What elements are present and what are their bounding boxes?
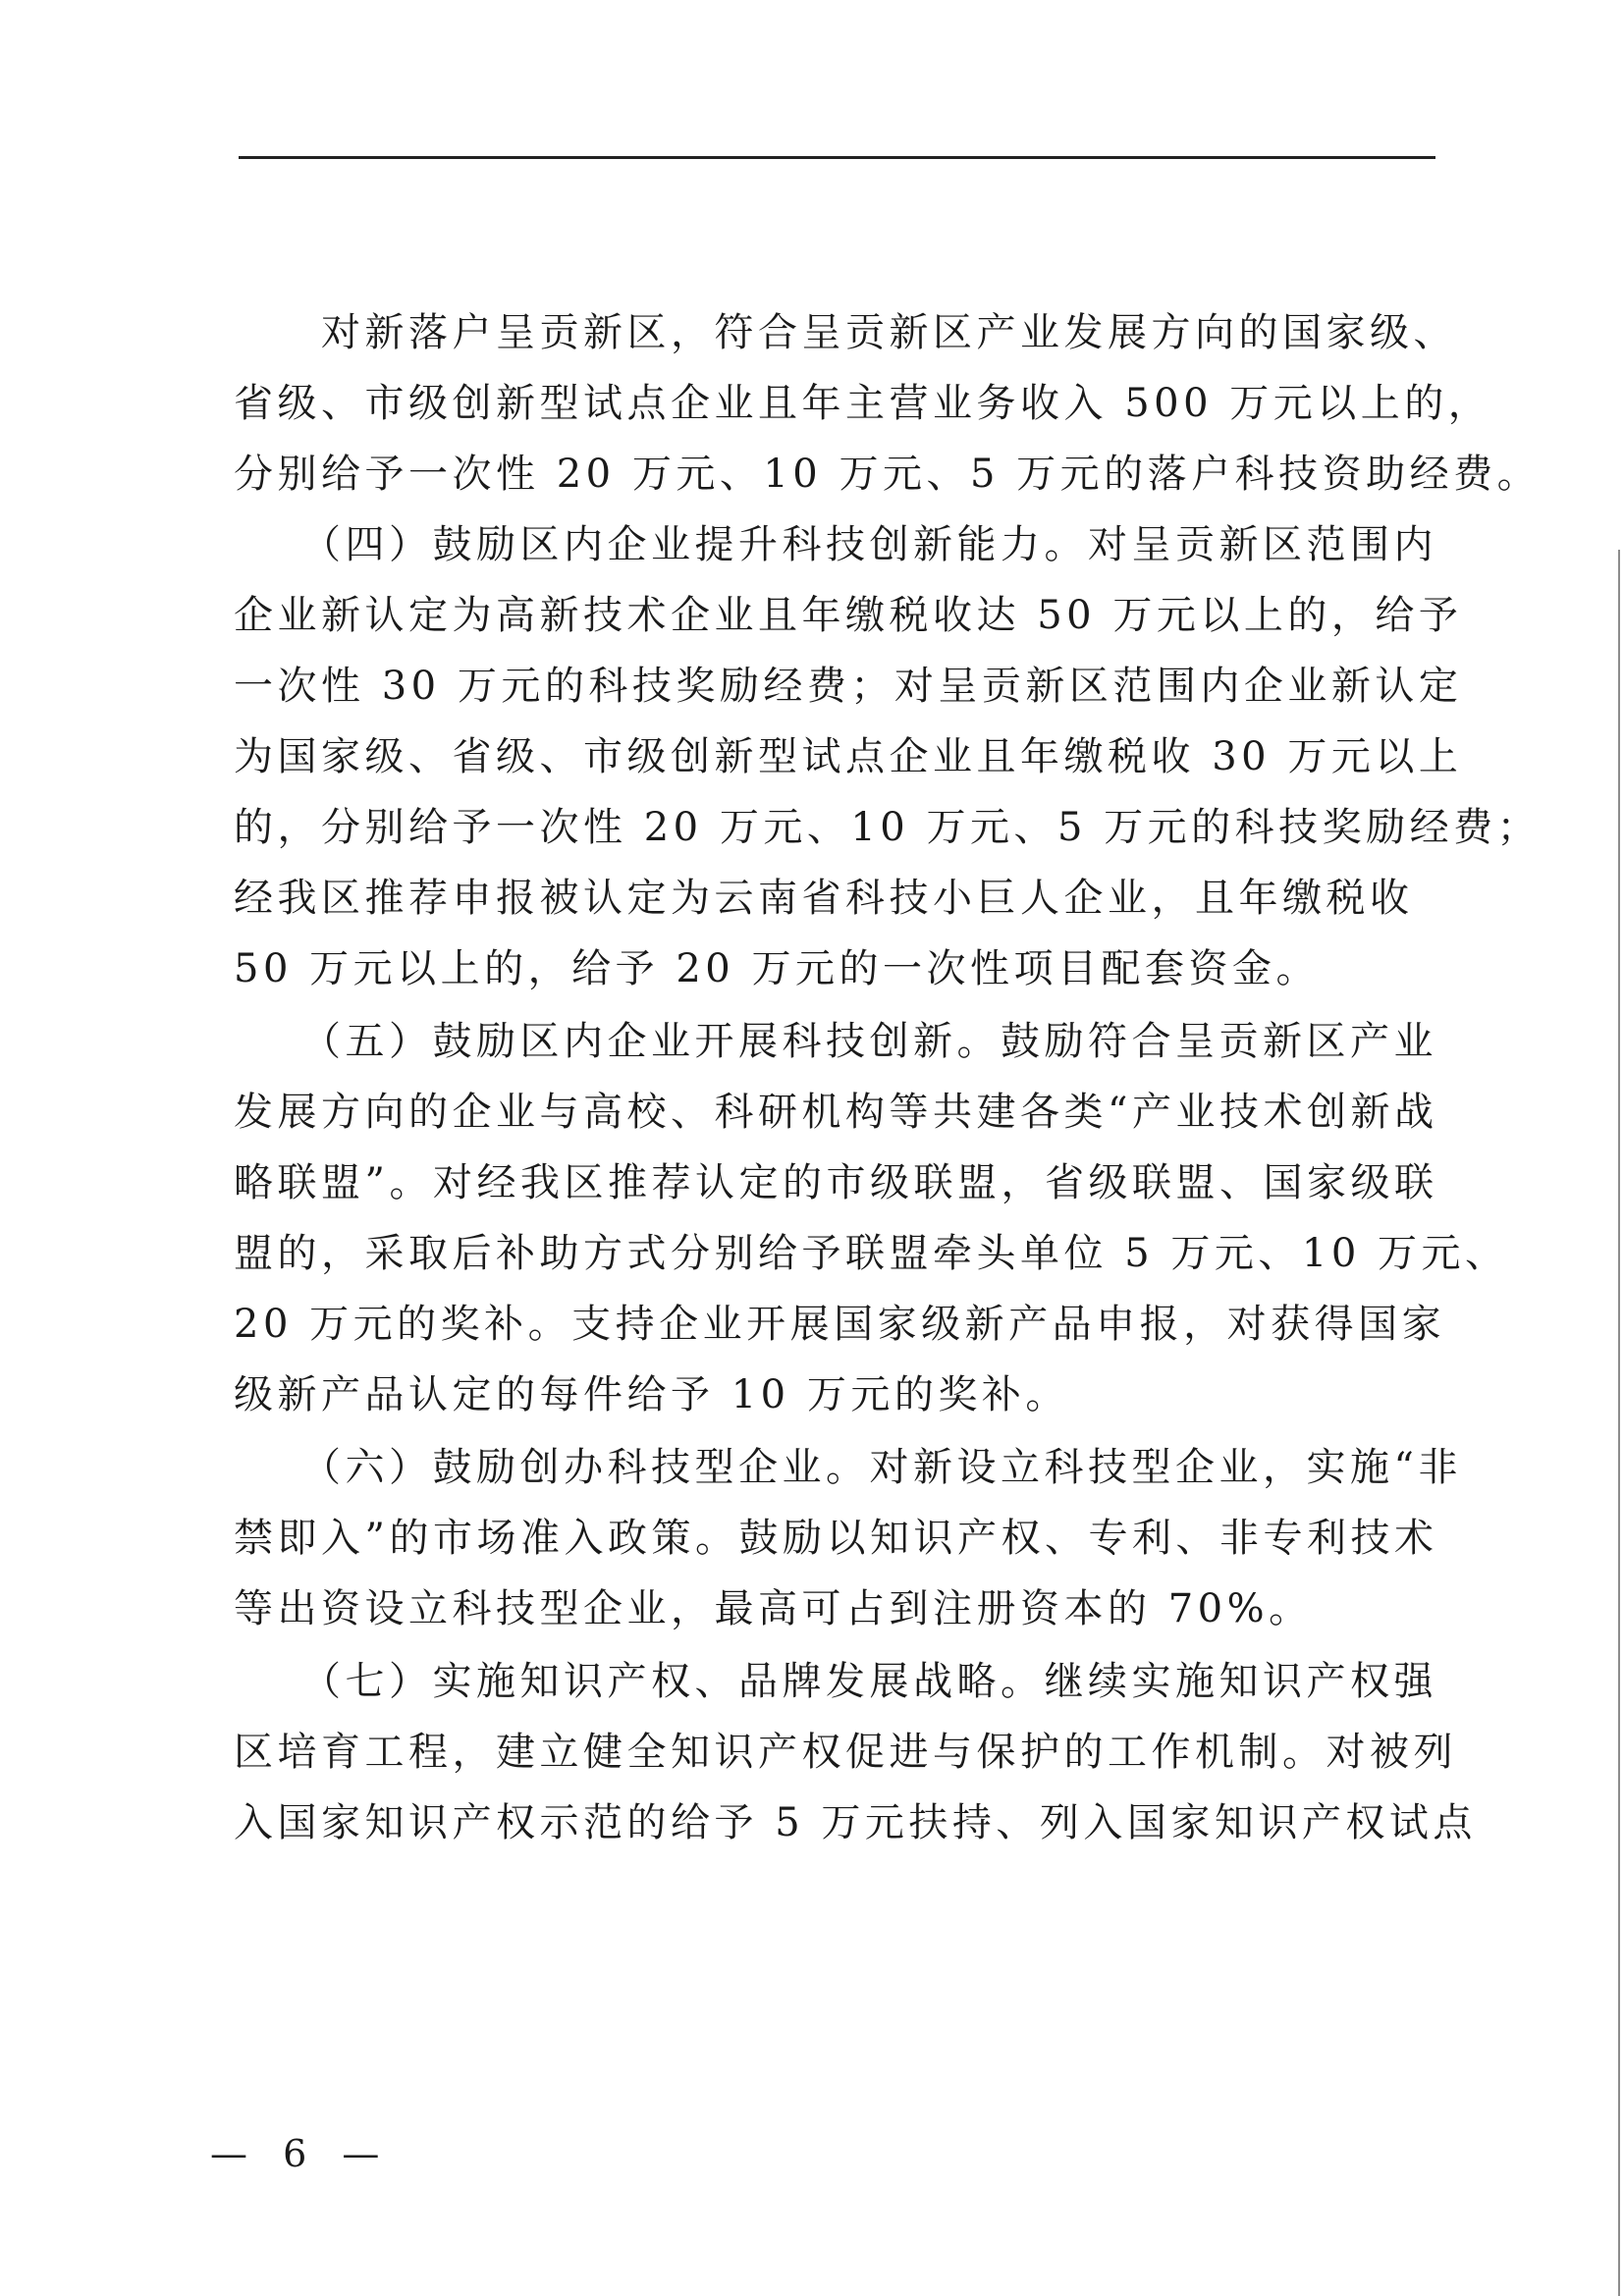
page-number: — 6 — <box>210 2132 392 2175</box>
paragraph-5 <box>234 1646 1477 1858</box>
scan-edge-line <box>1618 550 1620 2296</box>
text-line: （六）鼓励创办科技型企业。对新设立科技型企业，实施“非 <box>234 1445 1462 1490</box>
paragraph-4 <box>234 1432 1462 1644</box>
text-line: 50 万元以上的，给予 20 万元的一次性项目配套资金。 <box>234 946 1320 991</box>
paragraph-3 <box>234 1006 1509 1430</box>
text-line: 级新产品认定的每件给予 10 万元的奖补。 <box>234 1372 1069 1417</box>
text-line: （五）鼓励区内企业开展科技创新。鼓励符合呈贡新区产业 <box>234 1019 1437 1064</box>
document-body <box>234 297 1542 1858</box>
text-line: 企业新认定为高新技术企业且年缴税收达 50 万元以上的，给予 <box>234 593 1463 638</box>
text-line: 分别给予一次性 20 万元、10 万元、5 万元的落户科技资助经费。 <box>234 452 1542 497</box>
text-line: 为国家级、省级、市级创新型试点企业且年缴税收 30 万元以上 <box>234 734 1463 779</box>
text-line: 入国家知识产权示范的给予 5 万元扶持、列入国家知识产权试点 <box>234 1800 1477 1845</box>
paragraph-2 <box>234 509 1542 1004</box>
text-line: 经我区推荐申报被认定为云南省科技小巨人企业，且年缴税收 <box>234 876 1414 921</box>
header-rule <box>239 156 1435 159</box>
text-line: 略联盟”。对经我区推荐认定的市级联盟，省级联盟、国家级联 <box>234 1160 1438 1205</box>
text-line: 一次性 30 万元的科技奖励经费；对呈贡新区范围内企业新认定 <box>234 664 1463 709</box>
text-line: 的，分别给予一次性 20 万元、10 万元、5 万元的科技奖励经费； <box>234 805 1542 850</box>
text-line: 省级、市级创新型试点企业且年主营业务收入 500 万元以上的， <box>234 381 1492 426</box>
text-line: （四）鼓励区内企业提升科技创新能力。对呈贡新区范围内 <box>234 522 1437 567</box>
text-line: 发展方向的企业与高校、科研机构等共建各类“产业技术创新战 <box>234 1090 1438 1135</box>
text-line: 区培育工程，建立健全知识产权促进与保护的工作机制。对被列 <box>234 1730 1457 1775</box>
text-line: 禁即入”的市场准入政策。鼓励以知识产权、专利、非专利技术 <box>234 1516 1438 1561</box>
text-line: 20 万元的奖补。支持企业开展国家级新产品申报，对获得国家 <box>234 1302 1446 1347</box>
text-line: 对新落户呈贡新区，符合呈贡新区产业发展方向的国家级、 <box>234 310 1457 355</box>
text-line: 等出资设立科技型企业，最高可占到注册资本的 70%。 <box>234 1586 1313 1631</box>
paragraph-1 <box>234 297 1542 509</box>
text-line: 盟的，采取后补助方式分别给予联盟牵头单位 5 万元、10 万元、 <box>234 1231 1509 1276</box>
text-line: （七）实施知识产权、品牌发展战略。继续实施知识产权强 <box>234 1659 1437 1704</box>
